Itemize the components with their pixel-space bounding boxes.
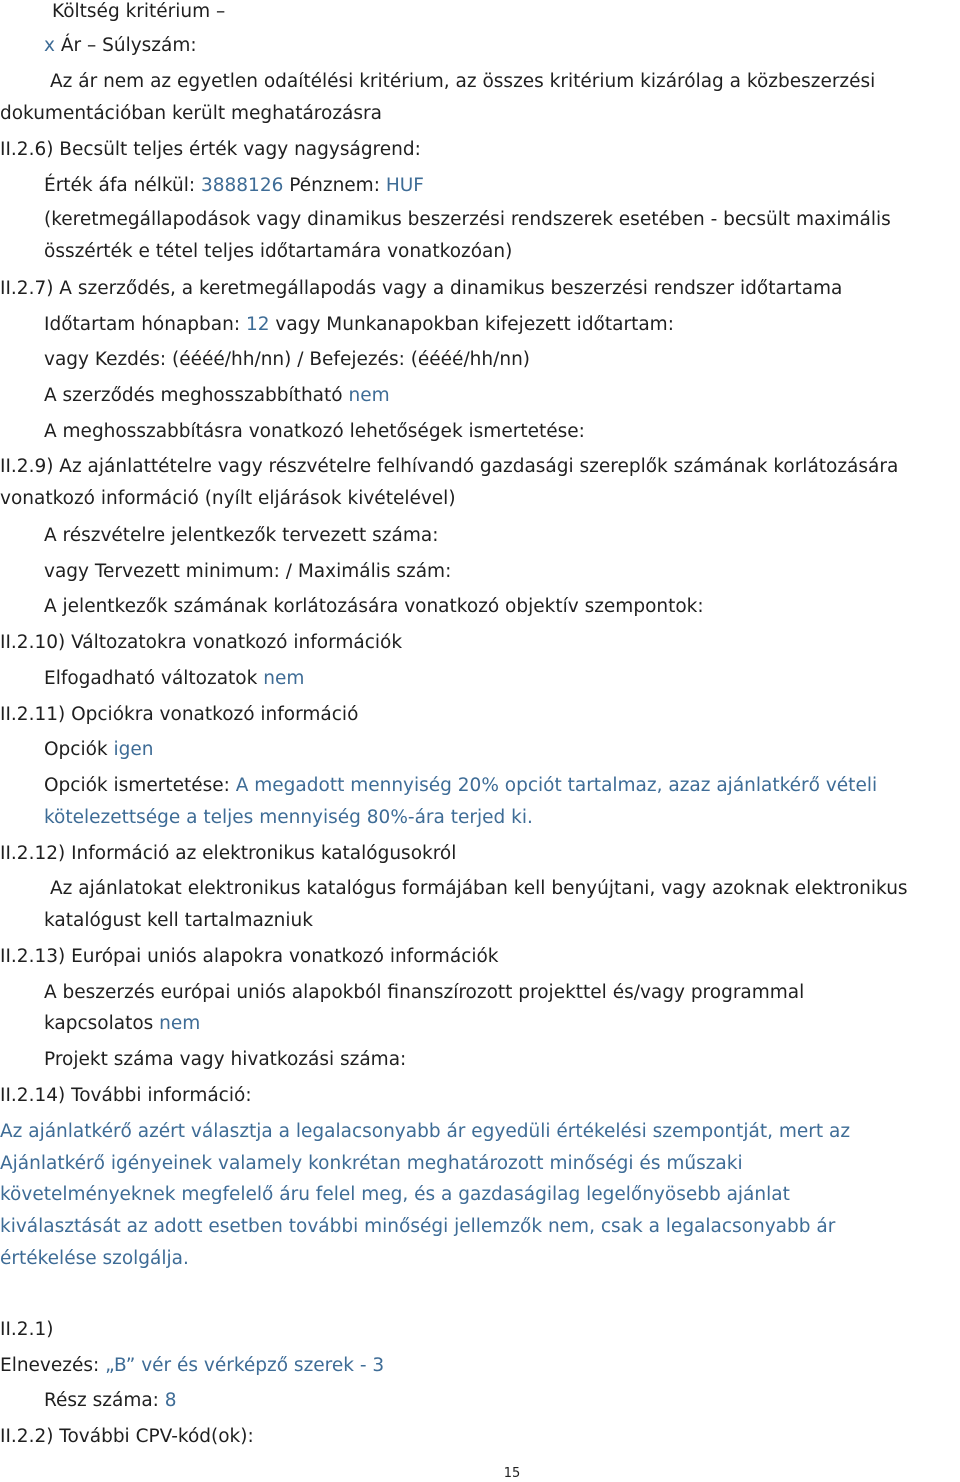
checkbox-mark-x: x [44, 35, 55, 56]
section-2-2-7-heading: II.2.7) A szerződés, a keretmegállapodás vagy a dinamikus beszerzési rendszer időtartama [0, 278, 843, 299]
section-2-2-9-heading: II.2.9) Az ajánlattételre vagy részvételre felhívandó gazdasági szereplők számának korlátozására [0, 456, 899, 477]
options-description-row: Opciók ismertetése: A megadott mennyiség 20% opciót tartalmaz, azaz ajánlatkérő vételi [44, 775, 878, 796]
planned-candidates-label: A részvételre jelentkezők tervezett száma: [44, 525, 439, 546]
framework-note-cont: összérték e tétel teljes időtartamára vonatkozóan) [44, 241, 513, 262]
duration-months-value: 12 [245, 314, 270, 335]
section-2-2-13-heading: II.2.13) Európai uniós alapokra vonatkozó információk [0, 946, 499, 967]
project-number-label: Projekt száma vagy hivatkozási száma: [44, 1049, 407, 1070]
extendable-value: nem [348, 385, 390, 406]
additional-info-text-3: követelményeknek megfelelő áru felel meg, és a gazdaságilag legelőnyösebb ajánlat [0, 1184, 790, 1205]
objective-criteria-label: A jelentkezők számának korlátozására vonatkozó objektív szempontok: [44, 596, 704, 617]
variants-row: Elfogadható változatok nem [44, 668, 305, 689]
estimated-value: 3888126 [200, 175, 284, 196]
additional-info-text-1: Az ajánlatkérő azért választja a legalacsonyabb ár egyedüli értékelési szempontját, mert az [0, 1121, 851, 1142]
section-2-2-6-heading: II.2.6) Becsült teljes érték vagy nagyságrend: [0, 139, 421, 160]
catalogue-text: Az ajánlatokat elektronikus katalógus formájában kell benyújtani, vagy azoknak elektronikus [50, 878, 908, 899]
lot-number-row: Rész száma: 8 [44, 1390, 177, 1411]
lot-number-value: 8 [164, 1390, 177, 1411]
eu-funds-text: A beszerzés európai uniós alapokból finanszírozott projekttel és/vagy programmal [44, 982, 805, 1003]
extension-description-label: A meghosszabbításra vonatkozó lehetőségek ismertetése: [44, 421, 585, 442]
duration-months-row: Időtartam hónapban: 12 vagy Munkanapokban kifejezett időtartam: [44, 314, 674, 335]
title-row: Elnevezés: „B” vér és vérképző szerek - 3 [0, 1355, 385, 1376]
price-weight-row: x Ár – Súlyszám: [44, 35, 197, 56]
variants-value: nem [263, 668, 305, 689]
section-2-2-14-heading: II.2.14) További információ: [0, 1085, 252, 1106]
eu-funds-value: nem [159, 1013, 201, 1034]
title-value: „B” vér és vérképző szerek - 3 [105, 1355, 385, 1376]
award-criterion-text: Az ár nem az egyetlen odaítélési kritérium, az összes kritérium kizárólag a közbeszerzési [50, 71, 876, 92]
section-2-2-11-heading: II.2.11) Opciókra vonatkozó információ [0, 704, 359, 725]
additional-info-text-4: kiválasztását az adott esetben további minőségi jellemzők nem, csak a legalacsonyabb ár [0, 1216, 836, 1237]
eu-funds-row: kapcsolatos nem [44, 1013, 201, 1034]
award-criterion-text-cont: dokumentációban került meghatározásra [0, 103, 382, 124]
section-2-2-1-heading: II.2.1) [0, 1319, 54, 1340]
section-2-2-10-heading: II.2.10) Változatokra vonatkozó információk [0, 632, 403, 653]
framework-note: (keretmegállapodások vagy dinamikus beszerzési rendszerek esetében - becsült maximális [44, 209, 891, 230]
options-value: igen [113, 739, 154, 760]
section-2-2-9-heading-cont: vonatkozó információ (nyílt eljárások kivételével) [0, 488, 456, 509]
section-2-2-2-heading: II.2.2) További CPV-kód(ok): [0, 1426, 254, 1447]
start-end-row: vagy Kezdés: (éééé/hh/nn) / Befejezés: (éééé/hh/nn) [44, 349, 531, 370]
extendable-row: A szerződés meghosszabbítható nem [44, 385, 390, 406]
page-number: 15 [503, 1466, 521, 1481]
options-row: Opciók igen [44, 739, 154, 760]
additional-info-text-2: Ajánlatkérő igényeinek valamely konkrétan meghatározott minőségi és műszaki [0, 1153, 743, 1174]
options-description-value: A megadott mennyiség 20% opciót tartalmaz, azaz ajánlatkérő vételi [235, 775, 878, 796]
additional-info-text-5: értékelése szolgálja. [0, 1248, 189, 1269]
catalogue-text-cont: katalógust kell tartalmazniuk [44, 910, 313, 931]
section-2-2-12-heading: II.2.12) Információ az elektronikus katalógusokról [0, 843, 457, 864]
cost-criterion-label: Költség kritérium – [52, 1, 226, 22]
estimated-value-row: Érték áfa nélkül: 3888126 Pénznem: HUF [44, 175, 424, 196]
min-max-label: vagy Tervezett minimum: / Maximális szám: [44, 561, 452, 582]
currency-value: HUF [385, 175, 424, 196]
options-description-cont: kötelezettsége a teljes mennyiség 80%-ára terjed ki. [44, 807, 533, 828]
